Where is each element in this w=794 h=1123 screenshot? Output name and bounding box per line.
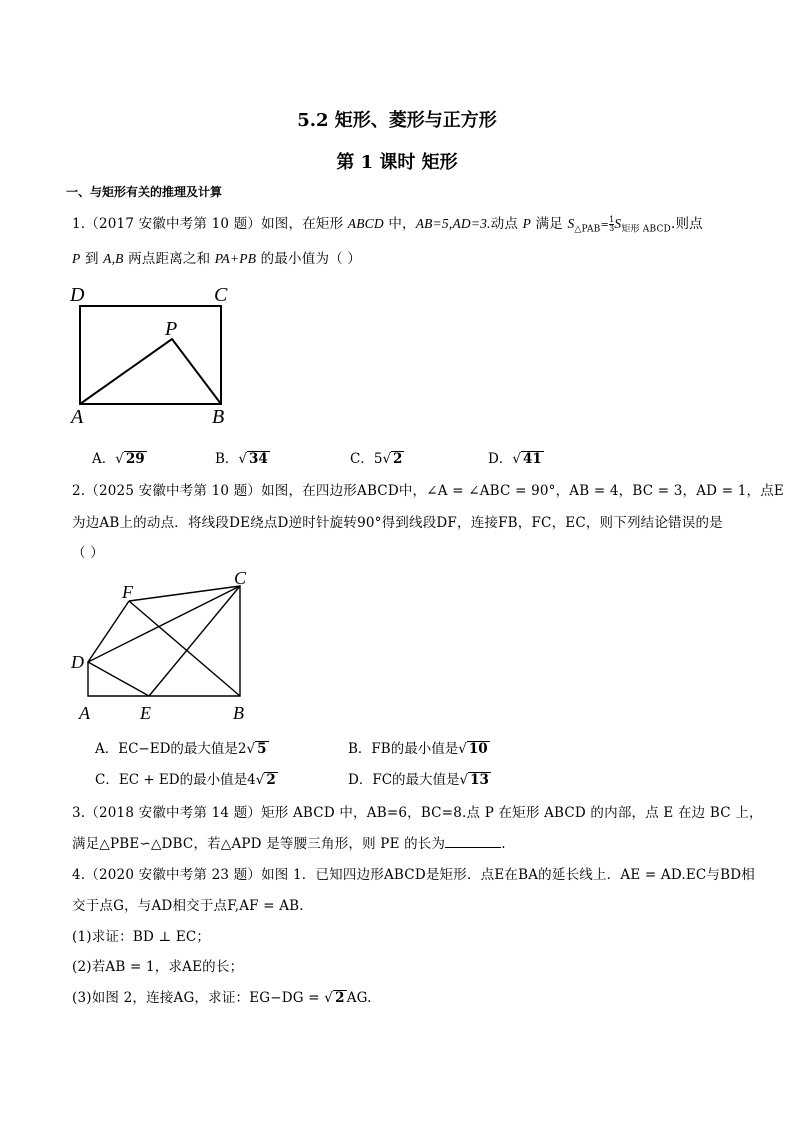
label-a: A xyxy=(71,406,84,428)
q2-option-a: A．EC−ED的最大值是2√ 5 xyxy=(95,741,267,757)
section-heading: 一、与矩形有关的推理及计算 xyxy=(66,185,223,199)
q2-option-c: C．EC + ED的最小值是4√ 2 xyxy=(95,772,276,788)
q3-line2: 满足△PBE∽△DBC，若△APD 是等腰三角形，则 PE 的长为 . xyxy=(72,836,506,852)
q2-line1: 2.（2025 安徽中考第 10 题）如图，在四边形ABCD中，∠A = ∠ABC = 90°，AB = 4，BC = 3，AD = 1，点E xyxy=(72,483,784,499)
q1-line2: P 到 A,B 两点距离之和 PA+PB 的最小值为（ ） xyxy=(72,251,362,267)
q4-part1: (1)求证：BD ⊥ EC； xyxy=(72,929,211,945)
label-e: E xyxy=(140,703,151,723)
q4-part3: (3)如图 2，连接AG，求证：EG−DG = √ 2 AG. xyxy=(72,990,372,1006)
label-f: F xyxy=(122,582,133,602)
segment-ec xyxy=(149,586,240,696)
label-c: C xyxy=(234,568,247,588)
label-d: D xyxy=(71,652,84,672)
q4-line2: 交于点G，与AD相交于点F,AF = AB. xyxy=(72,898,304,914)
q4-line1: 4.（2020 安徽中考第 23 题）如图 1．已知四边形ABCD是矩形．点E在BA的延长线上．AE = AD.EC与BD相 xyxy=(72,867,755,883)
label-c: C xyxy=(214,284,228,306)
label-p: P xyxy=(165,318,178,340)
q1-option-d: D．√ 41 xyxy=(488,451,542,467)
q3-line1: 3.（2018 安徽中考第 14 题）矩形 ABCD 中，AB=6，BC=8.点 P 在矩形 ABCD 的内部，点 E 在边 BC 上， xyxy=(72,805,763,821)
q1-line1: 1.（2017 安徽中考第 10 题）如图，在矩形 ABCD 中，AB=5,AD=3.动点 P 满足 $S_{\triangle PAB}=$ $\frac{1}{3}$ $S_{矩形 ABCD}$.则点 xyxy=(72,215,703,235)
page-title: 5.2 矩形、菱形与正方形 xyxy=(297,110,497,131)
q2-quadrilateral-figure xyxy=(68,566,268,726)
segment-fd-de xyxy=(88,601,149,696)
q1-option-b: B．√ 34 xyxy=(215,451,268,467)
segments-pa-pb xyxy=(80,339,221,404)
label-b: B xyxy=(212,406,225,428)
q1-rectangle-figure xyxy=(60,280,250,430)
label-b: B xyxy=(233,703,244,723)
segment-fc xyxy=(129,586,240,601)
q2-line3: （ ） xyxy=(72,545,104,561)
answer-blank xyxy=(445,835,501,848)
quadrilateral-abcd xyxy=(88,586,240,696)
label-a: A xyxy=(79,703,90,723)
segment-fb xyxy=(129,601,240,696)
q2-line2: 为边AB上的动点．将线段DE绕点D逆时针旋转90°得到线段DF，连接FB，FC，EC，则下列结论错误的是 xyxy=(72,515,723,531)
label-d: D xyxy=(70,284,85,306)
page-subtitle: 第 1 课时 矩形 xyxy=(336,152,458,173)
q1-option-a: A．√ 29 xyxy=(92,451,145,467)
q2-option-d: D．FC的最大值是√ 13 xyxy=(348,772,489,788)
q4-part2: (2)若AB = 1，求AE的长； xyxy=(72,959,244,975)
q1-option-c: C．5√ 2 xyxy=(350,451,403,467)
q2-option-b: B．FB的最小值是√ 10 xyxy=(348,741,488,757)
